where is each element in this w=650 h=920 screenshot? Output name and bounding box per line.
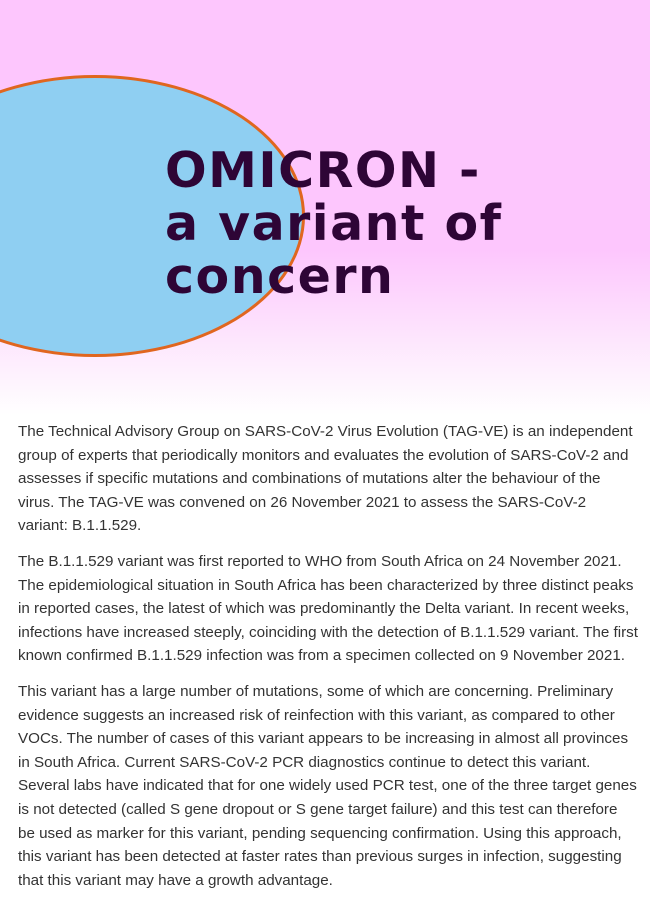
paragraph-first-report: The B.1.1.529 variant was first reported to WHO from South Africa on 24 November 2021. The epidemiological situation in South Africa has been characterized by three distinct peaks in reported cases, the latest of which was predominantly the Delta variant. In recent weeks, infections have increased steeply, coinciding with the detection of B.1.1.529 variant. The first known confirmed B.1.1.529 infection was from a specimen collected on 9 November 2021. (18, 552, 638, 665)
article-body (18, 420, 638, 904)
hero-banner (0, 0, 650, 415)
title-line-1: OMICRON - (165, 142, 481, 199)
paragraph-tag-ve: The Technical Advisory Group on SARS-CoV-2 Virus Evolution (TAG-VE) is an independent group of experts that periodically monitors and evaluates the evolution of SARS-CoV-2 and assesses if specific mutations and combinations of mutations alter the behaviour of the virus. The TAG-VE was convened on 26 November 2021 to assess the SARS-CoV-2 variant: B.1.1.529. (18, 423, 633, 535)
page-title (165, 144, 503, 303)
paragraph-mutations: This variant has a large number of mutations, some of which are concerning. Preliminary evidence suggests an increased risk of reinfection with this variant, as compared to other VOCs. The number of cases of this variant appears to be increasing in almost all provinces in South Africa. Current SARS-CoV-2 PCR diagnostics continue to detect this variant. Several labs have indicated that for one widely used PCR test, one of the three target genes is not detected (called S gene dropout or S gene target failure) and this test can therefore be used as marker for this variant, pending sequencing confirmation. Using this approach, this variant has been detected at faster rates than previous surges in infection, suggesting that this variant may have a growth advantage. (18, 682, 637, 889)
title-line-2: a variant of (165, 195, 503, 252)
title-line-3: concern (165, 248, 395, 305)
